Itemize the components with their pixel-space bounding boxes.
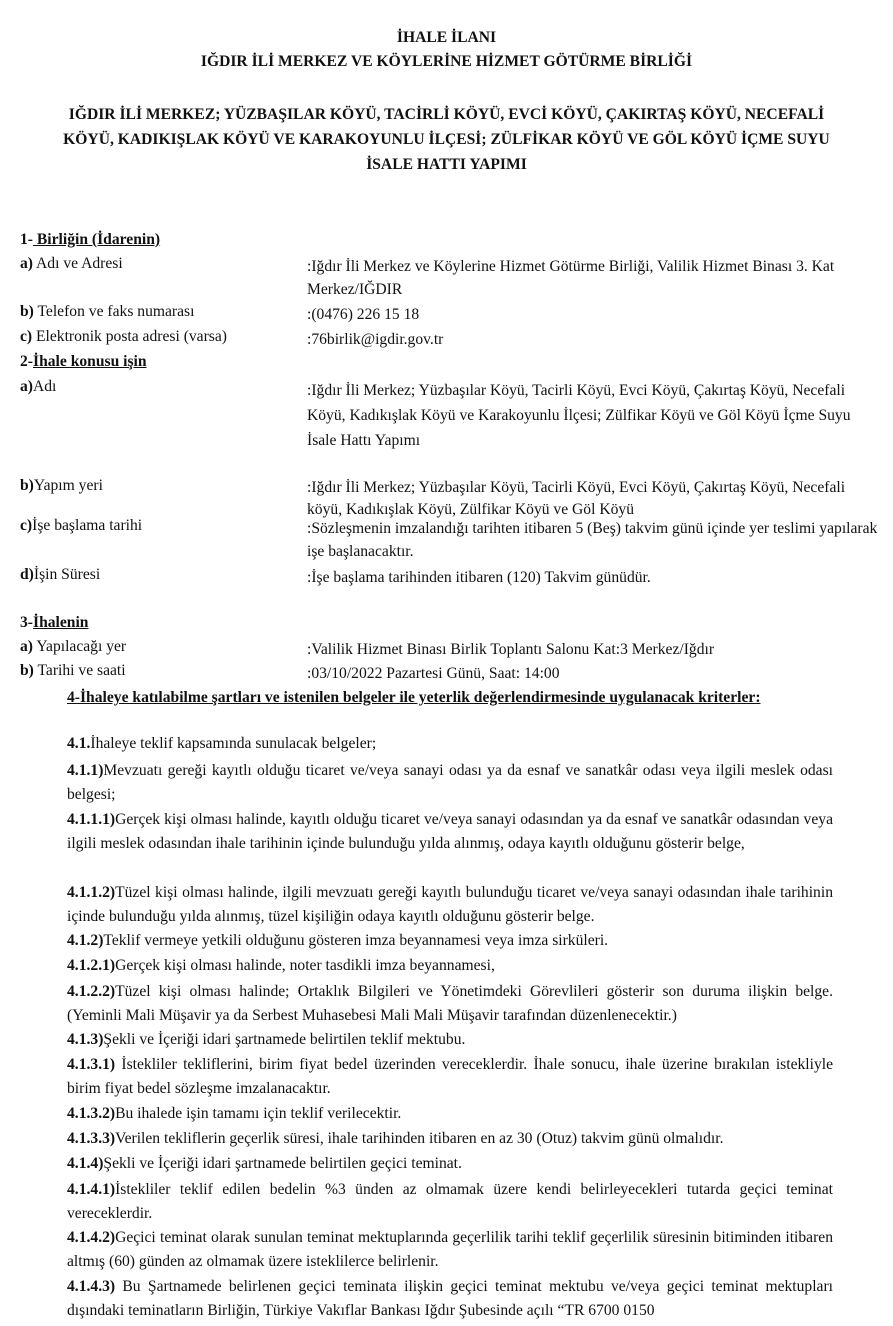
section1-heading: 1- Birliğin (İdarenin) [20, 231, 161, 248]
union-title: IĞDIR İLİ MERKEZ VE KÖYLERİNE HİZMET GÖTÜRME BİRLİĞİ [200, 53, 693, 70]
criteria-item: 4.1.4.1)İstekliler teklif edilen bedelin %3 ünden az olmamak üzere kendi belirleyecekleri tutarda geçici teminat vereceklerdir. [67, 1181, 833, 1222]
criteria-item: 4.1.İhaleye teklif kapsamında sunulacak belgeler; [67, 735, 377, 752]
criteria-item: 4.1.2.2)Tüzel kişi olması halinde; Ortaklık Bilgileri ve Yönetimdeki Görevlileri gösterir son duruma ilişkin belge. (Yeminli Mali Müşavir ya da Serbest Muhasebesi Mali Mali Müşavir tarafından düzenlenecektir.) [67, 983, 833, 1024]
criteria-item: 4.1.4.3) Bu Şartnamede belirlenen geçici teminata ilişkin geçici teminat mektubu ve/veya geçici teminat mektupları dışındaki teminatların Birliğin, Türkiye Vakıflar Bankası Iğdır Şubesinde açılı “TR 6700 0150 [67, 1278, 833, 1319]
work-location-value: :Iğdır İli Merkez; Yüzbaşılar Köyü, Tacirli Köyü, Evci Köyü, Çakırtaş Köyü, Necefali köyü, Kadıkışlak Köyü, Zülfikar Köyü ve Göl Köyü [307, 479, 846, 518]
duration-value: :İşe başlama tarihinden itibaren (120) Takvim günüdür. [307, 569, 651, 586]
start-date-value: :Sözleşmenin imzalandığı tarihten itibaren 5 (Beş) takvim günü içinde yer teslimi yapılarak işe başlanacaktır. [307, 520, 878, 560]
criteria-item: 4.1.3)Şekli ve İçeriği idari şartnamede belirtilen teklif mektubu. [67, 1031, 466, 1048]
criteria-item: 4.1.4.2)Geçici teminat olarak sunulan teminat mektuplarında geçerlilik tarihi teklif geçerlilik süresinin bitiminden itibaren altmış (60) günden az olmamak üzere isteklilerce belirlenir. [67, 1229, 833, 1270]
tender-place-value: :Valilik Hizmet Binası Birlik Toplantı Salonu Kat:3 Merkez/Iğdır [307, 641, 715, 658]
criteria-item: 4.1.1)Mevzuatı gereği kayıtlı olduğu ticaret ve/veya sanayi odası ya da esnaf ve sanatkâr odası veya ilgili meslek odası belgesi; [67, 762, 833, 803]
criteria-item: 4.1.2)Teklif vermeye yetkili olduğunu gösteren imza beyannamesi veya imza sirküleri. [67, 932, 609, 949]
criteria-item: 4.1.3.1) İstekliler tekliflerini, birim fiyat bedel üzerinden vereceklerdir. İhale sonucu, ihale üzerine bırakılan istekliyle birim fiyat bedel sözleşme imzalanacaktır. [67, 1056, 833, 1097]
section2-heading: 2-İhale konusu işin [20, 353, 147, 370]
criteria-item: 4.1.4)Şekli ve İçeriği idari şartnamede belirtilen geçici teminat. [67, 1155, 462, 1172]
project-title: IĞDIR İLİ MERKEZ; YÜZBAŞILAR KÖYÜ, TACİRLİ KÖYÜ, EVCİ KÖYÜ, ÇAKIRTAŞ KÖYÜ, NECEFALİ KÖYÜ, KADIKIŞLAK KÖYÜ VE KARAKOYUNLU İLÇESİ; ZÜLFİKAR KÖYÜ VE GÖL KÖYÜ İÇME SUYU İSALE HATTI YAPIMI [63, 106, 830, 173]
criteria-item: 4.1.3.2)Bu ihalede işin tamamı için teklif verilecektir. [67, 1105, 402, 1122]
work-name-value: :Iğdır İli Merkez; Yüzbaşılar Köyü, Tacirli Köyü, Evci Köyü, Çakırtaş Köyü, Necefali Köyü, Kadıkışlak Köyü ve Karakoyunlu İlçesi; Zülfikar Köyü ve Göl Köyü İçme Suyu İsale Hattı Yapımı [307, 382, 851, 449]
criteria-item: 4.1.2.1)Gerçek kişi olması halinde, noter tasdikli imza beyannamesi, [67, 957, 495, 974]
criteria-item: 4.1.3.3)Verilen tekliflerin geçerlik süresi, ihale tarihinden itibaren en az 30 (Otuz) takvim günü olmalıdır. [67, 1130, 724, 1147]
document-page: İHALE İLANI IĞDIR İLİ MERKEZ VE KÖYLERİNE HİZMET GÖTÜRME BİRLİĞİ IĞDIR İLİ MERKEZ; YÜZBAŞILAR KÖYÜ, TACİRLİ KÖYÜ, EVCİ KÖYÜ, ÇAKIRTAŞ KÖYÜ, NECEFALİ KÖYÜ, KADIKIŞLAK KÖYÜ VE KARAKOYUNLU İLÇESİ; ZÜLFİKAR KÖYÜ VE GÖL KÖYÜ İÇME SUYU İSALE HATTI YAPIMI 1- Birliğin (İdarenin) a) Adı ve Adresi :Iğdır İli Merkez ve Köylerine Hizmet Götürme Birliği, Valilik Hizmet Binası 3. Kat Merkez/IĞDIR b) Telefon ve faks numarası :(0476) 226 15 18 c) Elektronik posta adresi (varsa) :76birlik@igdir.gov.tr 2-İhale konusu işin a)Adı :Iğdır İli Merkez; Yüzbaşılar Köyü, Tacirli Köyü, Evci Köyü, Çakırtaş Köyü, Necefali Köyü, Kadıkışlak Köyü ve Karakoyunlu İlçesi; Zülfikar Köyü ve Göl Köyü İçme Suyu İsale Hattı Yapımı b)Yapım yeri :Iğdır İli Merkez; Yüzbaşılar Köyü, Tacirli Köyü, Evci Köyü, Çakırtaş Köyü, Necefali köyü, Kadıkışlak Köyü, Zülfikar Köyü ve Göl Köyü c)İşe başlama tarihi :Sözleşmenin imzalandığı tarihten itibaren 5 (Beş) takvim günü içinde yer teslimi yapılarak işe başlanacaktır. d)İşin Süresi :İşe başlama tarihinden itibaren (120) Takvim günüdür. 3-İhalenin a) Yapılacağı yer :Valilik Hizmet Binası Birlik Toplantı Salonu Kat:3 Merkez/Iğdır b) Tarihi ve saati :03/10/2022 Pazartesi Günü, Saat: 14:00 4-İhaleye katılabilme şartları ve istenilen belgeler ile yeterlik değerlendirmesinde uygulanacak kriterler: 4.1.İhaleye teklif kapsamında sunulacak belgeler; 4.1.1)Mevzuatı gereği kayıtlı olduğu ticaret ve/veya sanayi odası ya da esnaf ve sanatkâr odası veya ilgili meslek odası belgesi; 4.1.1.1)Gerçek kişi olması halinde, kayıtlı olduğu ticaret ve/veya sanayi odasından ya da esnaf ve sanatkâr odasından veya ilgili meslek odasından ihale tarihinin içinde bulunduğu yılda alınmış, odaya kayıtlı olduğunu gösterir belge, 4.1.1.2)Tüzel kişi olması halinde, ilgili mevzuatı gereği kayıtlı bulunduğu ticaret ve/veya sanayi odasından ihale tarihinin içinde bulunduğu yılda alınmış, tüzel kişiliğin odaya kayıtlı olduğunu gösterir belge. 4.1.2)Teklif vermeye yetkili olduğunu gösteren imza beyannamesi veya imza sirküleri. 4.1.2.1)Gerçek kişi olması halinde, noter tasdikli imza beyannamesi, 4.1.2.2)Tüzel kişi olması halinde; Ortaklık Bilgileri ve Yönetimdeki Görevlileri gösterir son duruma ilişkin belge. (Yeminli Mali Müşavir ya da Serbest Muhasebesi Mali Mali Müşavir tarafından düzenlenecektir.) 4.1.3)Şekli ve İçeriği idari şartnamede belirtilen teklif mektubu. 4.1.3.1) İstekliler tekliflerini, birim fiyat bedel üzerinden vereceklerdir. İhale sonucu, ihale üzerine bırakılan istekliyle birim fiyat bedel sözleşme imzalanacaktır. 4.1.3.2)Bu ihalede işin tamamı için teklif verilecektir. 4.1.3.3)Verilen tekliflerin geçerlik süresi, ihale tarihinden itibaren en az 30 (Otuz) takvim günü olmalıdır. 4.1.4)Şekli ve İçeriği idari şartnamede belirtilen geçici teminat. 4.1.4.1)İstekliler teklif edilen bedelin %3 ünden az olmamak üzere kendi belirleyecekleri tutarda geçici teminat vereceklerdir. 4.1.4.2)Geçici teminat olarak sunulan teminat mektuplarında geçerlilik tarihi teklif geçerlilik süresinin bitiminden itibaren altmış (60) günden az olmamak üzere isteklilerce belirlenir. 4.1.4.3) Bu Şartnamede belirlenen geçici teminata ilişkin geçici teminat mektubu ve/veya geçici teminat mektupları dışındaki teminatların Birliğin, Türkiye Vakıflar Bankası Iğdır Şubesinde açılı “TR 6700 0150 [0, 0, 893, 1326]
criteria-item: 4.1.1.2)Tüzel kişi olması halinde, ilgili mevzuatı gereği kayıtlı bulunduğu ticaret ve/veya sanayi odasından ihale tarihinin içinde bulunduğu yılda alınmış, tüzel kişiliğin odaya kayıtlı olduğunu gösterir belge. [67, 884, 833, 925]
email-value: :76birlik@igdir.gov.tr [307, 331, 444, 348]
criteria-item: 4.1.1.1)Gerçek kişi olması halinde, kayıtlı olduğu ticaret ve/veya sanayi odasından ya da esnaf ve sanatkâr odasından veya ilgili meslek odasından ihale tarihinin içinde bulunduğu yılda alınmış, odaya kayıtlı olduğunu gösterir belge, [67, 811, 833, 852]
notice-title: İHALE İLANI [396, 29, 497, 46]
tender-datetime-value: :03/10/2022 Pazartesi Günü, Saat: 14:00 [307, 665, 560, 682]
section4-heading: 4-İhaleye katılabilme şartları ve istenilen belgeler ile yeterlik değerlendirmesinde uygulanacak kriterler: [67, 689, 761, 706]
address-value: :Iğdır İli Merkez ve Köylerine Hizmet Götürme Birliği, Valilik Hizmet Binası 3. Kat Merkez/IĞDIR [307, 258, 835, 298]
phone-value: :(0476) 226 15 18 [307, 306, 420, 323]
section3-heading: 3-İhalenin [20, 614, 89, 631]
